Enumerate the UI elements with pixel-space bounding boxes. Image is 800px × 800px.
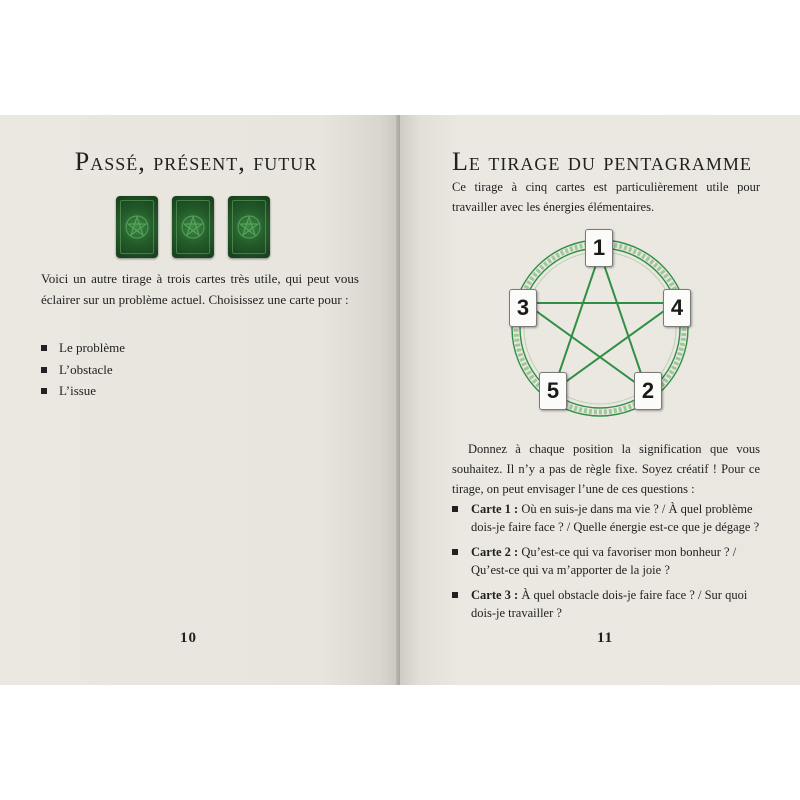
card-question: Qu’est-ce qui va favoriser mon bonheur ? / Qu’est-ce qui va m’apporter de la joie ? (471, 545, 737, 577)
list-item (452, 586, 767, 622)
right-intro-paragraph: Ce tirage à cinq cartes est particulièrement utile pour travailler avec les énergies élémentaires. (452, 180, 760, 214)
list-item-text: Le problème (59, 340, 126, 355)
card-back-future (228, 196, 270, 258)
pentacle-icon (124, 214, 150, 240)
list-item-text: L’issue (59, 383, 97, 398)
card-label: Carte 2 : (471, 545, 519, 559)
list-item (452, 500, 767, 536)
list-item (41, 337, 125, 359)
bullet-square-icon (41, 367, 47, 373)
left-intro-paragraph: Voici un autre tirage à trois cartes très utile, qui peut vous éclairer sur un problème actuel. Choisissez une carte pour : (41, 271, 359, 307)
right-page-number: 11 (597, 630, 614, 646)
bullet-square-icon (452, 549, 458, 555)
list-item (41, 359, 125, 381)
position-card-3: 3 (509, 289, 537, 327)
list-item (452, 543, 767, 579)
list-item-text: L’obstacle (59, 361, 113, 377)
pentagram-spread-diagram (505, 233, 695, 423)
pentacle-icon (236, 214, 262, 240)
card-question: À quel obstacle dois-je faire face ? / Sur quoi dois-je travailler ? (471, 588, 748, 620)
position-card-4: 4 (663, 289, 691, 327)
right-body-paragraph: Donnez à chaque position la signification que vous souhaitez. Il n’y a pas de règle fixe. Soyez créatif ! Pour ce tirage, on peut envisager l’une de ces questions : (452, 442, 760, 496)
card-questions-list (452, 500, 767, 629)
card-back-present (172, 196, 214, 258)
card-question: Où en suis-je dans ma vie ? / À quel problème dois-je faire face ? / Quelle énergie est-ce que je dégage ? (471, 502, 760, 534)
card-label: Carte 3 : (471, 588, 519, 602)
card-label: Carte 1 : (471, 502, 519, 516)
card-back-past (116, 196, 158, 258)
position-card-5: 5 (539, 372, 567, 410)
position-card-2: 2 (634, 372, 662, 410)
bullet-square-icon (452, 506, 458, 512)
bullet-square-icon (41, 388, 47, 394)
book-spread (0, 115, 800, 685)
right-page-title: Le tirage du pentagramme (452, 147, 752, 176)
three-card-list (41, 337, 125, 402)
bullet-square-icon (452, 592, 458, 598)
three-card-backs (116, 196, 276, 260)
left-page-title: Passé, présent, futur (74, 147, 318, 176)
list-item (41, 380, 125, 402)
left-page-number: 10 (180, 630, 197, 646)
position-card-1: 1 (585, 229, 613, 267)
bullet-square-icon (41, 345, 47, 351)
pentacle-icon (180, 214, 206, 240)
left-page (0, 115, 400, 685)
